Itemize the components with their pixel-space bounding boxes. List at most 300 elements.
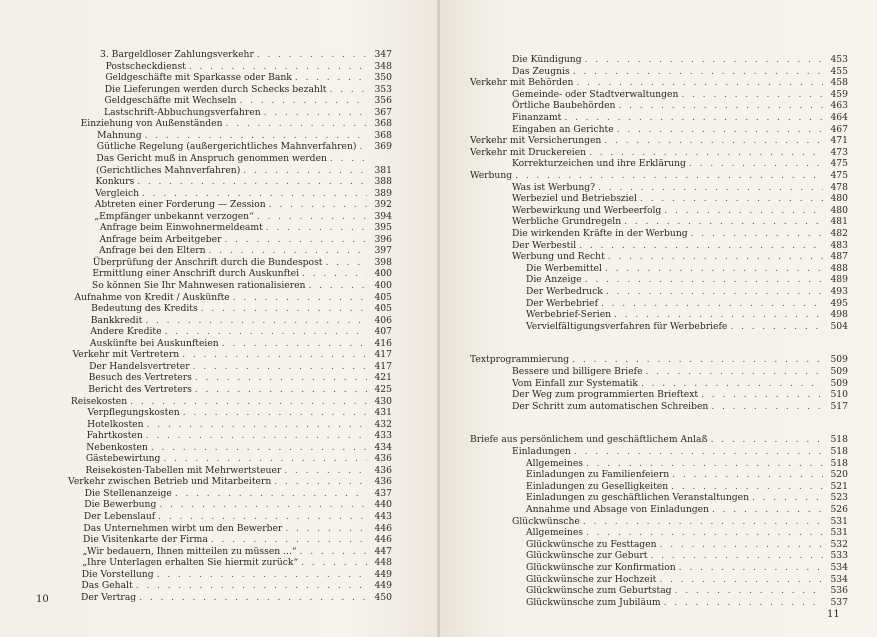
toc-entry-page: 353 <box>374 83 392 95</box>
toc-entry-page: 475 <box>830 170 848 181</box>
dot-leader <box>300 546 367 558</box>
toc-entry-page: 531 <box>830 515 848 527</box>
dot-leader <box>284 465 367 477</box>
dot-leader <box>257 211 367 223</box>
toc-entry-title: Der Handelsvertreter <box>89 360 190 372</box>
toc-entry-page: 482 <box>830 228 848 239</box>
toc-entry <box>526 458 848 470</box>
dot-leader <box>163 453 367 465</box>
toc-entry-title: Die Lieferungen werden durch Schecks bezahlt <box>104 83 327 95</box>
toc-entry <box>92 268 392 280</box>
dot-leader <box>598 182 823 194</box>
toc-entry <box>90 338 392 350</box>
dot-leader <box>142 188 367 200</box>
toc-entry-title: Nebenkosten <box>86 441 148 453</box>
toc-entry <box>88 384 392 396</box>
toc-entry-page: 392 <box>374 199 392 211</box>
toc-entry <box>526 274 848 286</box>
toc-entry <box>99 245 392 257</box>
toc-entry-title: Verkehr mit Vertretern <box>72 349 180 361</box>
dot-leader <box>664 597 823 609</box>
toc-entry-page: 367 <box>374 106 392 118</box>
dot-leader <box>711 401 823 413</box>
toc-entry-title: Die Stellenanzeige <box>84 487 172 499</box>
toc-entry-page: 421 <box>374 372 392 384</box>
toc-entry-page: 356 <box>374 95 392 107</box>
toc-entry <box>81 118 392 130</box>
toc-entry-title: Eingaben an Gerichte <box>512 123 614 135</box>
dot-leader <box>672 469 823 481</box>
dot-leader <box>752 492 823 504</box>
toc-entry-page: 478 <box>830 181 848 193</box>
toc-entry-title: Der Vertrag <box>81 591 137 603</box>
toc-entry-title: Abtreten einer Forderung — Zession <box>94 199 266 211</box>
toc-entry-title: Das Gehalt <box>81 580 133 592</box>
toc-entry-title: Werbliche Grundregeln <box>512 216 622 228</box>
toc-entry <box>75 292 392 304</box>
dot-leader <box>269 199 367 211</box>
toc-entry-title: „Ihre Unterlagen erhalten Sie hiermit zurück“ <box>82 557 299 569</box>
toc-entry <box>526 286 848 298</box>
toc-entry-page: 495 <box>830 297 848 309</box>
toc-entry <box>512 124 848 136</box>
toc-entry-title: So können Sie Ihr Mahnwesen rationalisieren <box>91 280 306 291</box>
toc-entry <box>81 580 392 592</box>
toc-entry <box>470 434 848 446</box>
toc-entry <box>92 280 392 292</box>
toc-entry-page: 397 <box>374 245 392 257</box>
right-page <box>440 0 877 637</box>
toc-entry-page: 417 <box>374 349 392 361</box>
toc-entry-page: 446 <box>374 522 392 534</box>
dot-leader <box>640 193 823 205</box>
dot-leader <box>573 66 823 78</box>
toc-entry-title: Glückwünsche zur Hochzeit <box>526 573 657 585</box>
toc-entry-page: 523 <box>830 492 848 504</box>
toc-entry <box>90 326 392 338</box>
toc-entry-page: 509 <box>830 354 848 366</box>
toc-entry-page: 531 <box>830 527 848 539</box>
toc-entry-page: 447 <box>374 545 392 557</box>
toc-entry-title: Korrekturzeichen und ihre Erklärung <box>512 158 686 170</box>
dot-leader <box>330 84 367 96</box>
toc-entry-title: Die Visitenkarte der Firma <box>83 534 208 546</box>
toc-entry <box>84 499 392 511</box>
toc-entry-title: Einladungen zu geschäftlichen Veranstaltungen <box>526 492 750 504</box>
toc-entry-title: Andere Kredite <box>90 326 162 338</box>
dot-leader <box>608 251 823 263</box>
toc-entry-page: 369 <box>374 141 392 153</box>
toc-entry-page: 537 <box>830 596 848 608</box>
dot-leader <box>147 419 367 431</box>
toc-entry <box>512 228 848 240</box>
toc-entry <box>105 72 392 84</box>
toc-entry <box>96 176 392 188</box>
dot-leader <box>614 309 823 321</box>
toc-entry-title: Auskünfte bei Auskunfteien <box>89 337 219 349</box>
toc-entry-title: Verpflegungskosten <box>87 407 180 419</box>
toc-entry-page: 518 <box>830 446 848 457</box>
toc-entry-title: Einladungen zu Familienfeiern <box>526 469 670 481</box>
toc-entry-title: Bankkredit <box>90 314 143 326</box>
toc-entry <box>526 562 848 574</box>
dot-leader <box>606 286 823 298</box>
toc-entry-title: Einziehung von Außenständen <box>80 118 223 130</box>
toc-entry <box>85 465 392 477</box>
toc-entry <box>526 481 848 493</box>
toc-entry <box>85 488 392 500</box>
toc-entry-page: 518 <box>830 457 848 469</box>
dot-leader <box>585 274 823 286</box>
toc-entry-title: Vergleich <box>95 187 140 199</box>
toc-entry <box>87 407 392 419</box>
dot-leader <box>226 118 367 130</box>
toc-entry <box>96 153 392 165</box>
toc-entry-page: 405 <box>374 291 392 303</box>
toc-entry-title: Einladungen zu Geselligkeiten <box>526 480 669 492</box>
dot-leader <box>701 389 823 401</box>
toc-entry <box>512 366 848 378</box>
toc-entry-title: Werbebrief-Serien <box>526 309 612 321</box>
toc-entry-title: Bedeutung des Kredits <box>91 303 198 315</box>
toc-entry-title: Gütliche Regelung (außergerichtliches Mahnverfahren) <box>96 141 357 153</box>
toc-entry <box>512 100 848 112</box>
toc-entry <box>526 504 848 516</box>
toc-entry-page: 509 <box>830 366 848 377</box>
dot-leader <box>157 569 367 581</box>
toc-entry-page: 381 <box>374 164 392 176</box>
toc-entry-page: 504 <box>830 320 848 332</box>
toc-entry-page: 489 <box>830 274 848 286</box>
toc-entry-title: Das Gericht muß in Anspruch genommen werden <box>96 152 327 164</box>
toc-entry-page: 398 <box>374 256 392 268</box>
toc-entry-page: 536 <box>830 585 848 597</box>
dot-leader <box>671 481 823 493</box>
dot-leader <box>195 372 367 384</box>
toc-entry-page: 509 <box>830 377 848 389</box>
dot-leader <box>617 124 823 136</box>
toc-entry <box>512 182 848 194</box>
toc-entry-title: Lastschrift-Abbuchungsverfahren <box>103 106 261 118</box>
toc-entry-page: 510 <box>830 389 848 401</box>
dot-leader <box>211 534 367 546</box>
toc-entry <box>95 199 392 211</box>
toc-entry-title: Glückwünsche zur Geburt <box>526 550 648 562</box>
toc-entry <box>71 396 392 408</box>
toc-entry-page: 480 <box>830 193 848 205</box>
toc-entry-title: Das Unternehmen wirbt um den Bewerber <box>83 522 283 534</box>
toc-entry <box>84 511 392 523</box>
dot-leader <box>579 240 823 252</box>
toc-entry-title: Einladungen <box>512 446 571 457</box>
dot-leader <box>145 130 367 142</box>
toc-entry <box>526 321 848 333</box>
dot-leader <box>659 574 823 586</box>
toc-entry <box>83 546 392 558</box>
toc-entry <box>526 298 848 310</box>
dot-leader <box>641 378 823 390</box>
toc-entry-page: 518 <box>830 434 848 446</box>
toc-entry <box>105 84 392 96</box>
toc-entry <box>512 112 848 124</box>
toc-entry-title: Werbung <box>470 170 513 181</box>
toc-entry-page: 471 <box>830 135 848 147</box>
dot-leader <box>646 366 823 378</box>
toc-entry-title: Die Kündigung <box>512 54 582 65</box>
toc-entry-title: Vom Einfall zur Systematik <box>512 377 638 389</box>
toc-entry-title: Örtliche Baubehörden <box>512 100 616 112</box>
toc-entry-page: 368 <box>374 129 392 141</box>
dot-leader <box>189 61 367 73</box>
dot-leader <box>589 147 823 159</box>
dot-leader <box>572 354 823 366</box>
toc-entry-title: Briefe aus persönlichem und geschäftlichem Anlaß <box>470 434 708 446</box>
dot-leader <box>604 135 823 147</box>
toc-entry-page: 473 <box>830 146 848 158</box>
dot-leader <box>139 592 367 604</box>
toc-entry-page: 481 <box>830 216 848 228</box>
toc-entry-title: Textprogrammierung <box>470 354 570 366</box>
toc-entry <box>470 354 848 366</box>
toc-entry <box>82 569 392 581</box>
toc-entry-page: 458 <box>830 77 848 89</box>
dot-leader <box>711 434 823 446</box>
toc-entry-page: 534 <box>830 562 848 573</box>
toc-entry-page: 430 <box>374 395 392 407</box>
dot-leader <box>130 396 367 408</box>
dot-leader <box>660 539 823 551</box>
toc-entry <box>106 61 392 73</box>
toc-entry <box>512 240 848 252</box>
dot-leader <box>222 338 367 350</box>
toc-entry-page: 455 <box>830 65 848 77</box>
toc-entry <box>89 372 392 384</box>
dot-leader <box>158 511 367 523</box>
toc-entry <box>97 130 392 142</box>
toc-entry-page: 400 <box>374 280 392 291</box>
toc-entry-title: Anfrage bei den Eltern <box>99 245 206 257</box>
dot-leader <box>624 216 823 228</box>
toc-entry-title: Überprüfung der Anschrift durch die Bundespost <box>92 256 323 268</box>
toc-entry <box>526 585 848 597</box>
toc-entry <box>93 257 392 269</box>
toc-entry-page: 440 <box>374 499 392 511</box>
toc-entry <box>512 378 848 390</box>
toc-entry-page: 488 <box>830 262 848 274</box>
toc-entry-page: 450 <box>374 591 392 603</box>
dot-leader <box>712 504 823 516</box>
toc-entry-title: Verkehr zwischen Betrieb und Mitarbeitern <box>68 476 272 488</box>
dot-leader <box>182 349 367 361</box>
dot-leader <box>295 72 367 84</box>
dot-leader <box>564 112 823 124</box>
toc-entry <box>526 597 848 609</box>
toc-entry <box>512 401 848 413</box>
toc-entry <box>512 89 848 101</box>
toc-entry-page: 368 <box>374 118 392 130</box>
toc-entry <box>87 419 392 431</box>
toc-entry-title: Vervielfältigungsverfahren für Werbebriefe <box>526 320 728 332</box>
toc-entry-page: 406 <box>374 314 392 326</box>
toc-entry <box>100 222 392 234</box>
toc-entry-title: Anfrage beim Arbeitgeber <box>99 233 222 245</box>
dot-leader <box>583 516 823 528</box>
toc-entry-title: Die wirkenden Kräfte in der Werbung <box>512 228 688 239</box>
toc-entry-title: Ermittlung einer Anschrift durch Auskunftei <box>92 268 300 280</box>
toc-entry-title: Allgemeines <box>526 527 583 539</box>
toc-entry-page: 467 <box>830 123 848 135</box>
dot-leader <box>515 170 823 182</box>
dot-leader <box>675 585 823 597</box>
toc-entry-title: Der Lebenslauf <box>83 511 156 522</box>
toc-entry <box>96 165 392 177</box>
toc-entry-page: 388 <box>374 176 392 188</box>
toc-entry-title: Fahrtkosten <box>86 430 143 442</box>
toc-entry-page: 532 <box>830 538 848 550</box>
dot-leader <box>183 407 367 419</box>
dot-leader <box>274 476 367 488</box>
toc-entry-title: Verkehr mit Druckereien <box>470 146 587 158</box>
toc-entry <box>100 49 392 61</box>
toc-entry <box>72 349 392 361</box>
toc-entry-page: 432 <box>374 418 392 430</box>
toc-entry-page: 534 <box>830 573 848 585</box>
toc-entry <box>526 492 848 504</box>
toc-entry-page: 350 <box>374 72 392 84</box>
toc-entry-page: 433 <box>374 430 392 442</box>
toc-entry <box>91 303 392 315</box>
toc-entry <box>526 539 848 551</box>
toc-entry-title: Werbewirkung und Werbeerfolg <box>512 204 662 216</box>
dot-leader <box>330 153 367 165</box>
toc-entry-page: 453 <box>830 54 848 65</box>
toc-entry <box>526 527 848 539</box>
toc-entry-title: Verkehr mit Behörden <box>470 77 574 89</box>
toc-entry-page: 533 <box>830 550 848 562</box>
toc-entry-title: Geldgeschäfte mit Sparkasse oder Bank <box>105 72 292 84</box>
toc-entry <box>526 469 848 481</box>
toc-entry-title: 3. Bargeldloser Zahlungsverkehr <box>100 49 254 60</box>
toc-entry-page: 449 <box>374 568 392 580</box>
toc-entry-page: 436 <box>374 464 392 476</box>
toc-entry-page: 436 <box>374 476 392 488</box>
dot-leader <box>225 234 367 246</box>
dot-leader <box>576 77 823 89</box>
toc-entry-page: 449 <box>374 580 392 592</box>
toc-entry-title: Aufnahme von Kredit / Auskünfte <box>74 291 230 303</box>
dot-leader <box>586 527 823 539</box>
toc-entry-page: 417 <box>374 360 392 372</box>
toc-entry-title: (Gerichtliches Mahnverfahren) <box>95 164 241 176</box>
toc-entry <box>512 389 848 401</box>
toc-entry-title: Der Schritt zum automatischen Schreiben <box>512 400 709 412</box>
toc-entry <box>104 95 392 107</box>
dot-leader <box>650 550 823 562</box>
toc-entry <box>87 430 392 442</box>
dot-leader <box>585 54 823 66</box>
toc-entry-page: 348 <box>374 60 392 72</box>
dot-leader <box>243 165 367 177</box>
dot-leader <box>257 49 367 61</box>
toc-entry-title: Reisekosten-Tabellen mit Mehrwertsteuer <box>85 464 282 476</box>
toc-entry <box>512 66 848 78</box>
dot-leader <box>136 580 367 592</box>
toc-entry-title: Der Werbedruck <box>526 286 603 297</box>
dot-leader <box>266 222 367 234</box>
dot-leader <box>679 562 823 574</box>
toc-entry <box>83 523 392 535</box>
dot-leader <box>151 442 367 454</box>
dot-leader <box>326 257 367 269</box>
toc-entry <box>470 147 848 159</box>
toc-entry-page: 475 <box>830 158 848 170</box>
toc-entry-page: 448 <box>374 557 392 569</box>
toc-entry-title: Finanzamt <box>512 112 562 123</box>
toc-entry-title: Das Zeugnis <box>512 65 570 77</box>
toc-entry-title: Die Bewerbung <box>84 499 157 511</box>
dot-leader <box>137 176 367 188</box>
toc-entry-page: 400 <box>374 268 392 280</box>
dot-leader <box>691 228 823 240</box>
toc-entry-page: 443 <box>374 511 392 522</box>
dot-leader <box>201 303 367 315</box>
dot-leader <box>285 523 367 535</box>
toc-entry-title: Mahnung <box>97 129 142 141</box>
dot-leader <box>209 245 367 257</box>
dot-leader <box>195 384 367 396</box>
toc-entry <box>512 205 848 217</box>
toc-entry <box>89 361 392 373</box>
toc-entry <box>526 263 848 275</box>
dot-leader <box>264 107 367 119</box>
toc-entry-page: 487 <box>830 251 848 263</box>
toc-entry-title: Was ist Werbung? <box>512 181 596 193</box>
toc-entry-title: Glückwünsche <box>512 515 580 527</box>
toc-entry-title: Anfrage beim Einwohnermeldeamt <box>99 222 263 234</box>
toc-entry-page: 425 <box>374 383 392 395</box>
toc-entry-page: 483 <box>830 239 848 251</box>
toc-entry-title: Der Weg zum programmierten Brieftext <box>512 389 699 401</box>
toc-entry-title: Hotelkosten <box>87 418 144 430</box>
dot-leader <box>574 446 823 458</box>
toc-entry-page: 493 <box>830 286 848 297</box>
dot-leader <box>165 326 367 338</box>
toc-entry-title: Die Werbemittel <box>526 262 602 274</box>
toc-entry <box>526 550 848 562</box>
toc-entry-title: Gästebewirtung <box>85 453 161 465</box>
toc-entry <box>470 170 848 182</box>
toc-entry-page: 434 <box>374 441 392 453</box>
dot-leader <box>146 430 367 442</box>
dot-leader <box>586 458 823 470</box>
toc-entry-page: 347 <box>374 49 392 60</box>
toc-entry-title: „Wir bedauern, Ihnen mitteilen zu müssen ...“ <box>82 545 297 557</box>
dot-leader <box>145 315 367 327</box>
toc-entry-page: 407 <box>374 326 392 338</box>
toc-entry-title: Besuch des Vertreters <box>88 372 192 384</box>
toc-entry-title: Reisekosten <box>70 395 128 407</box>
toc-entry <box>512 54 848 66</box>
toc-entry-page: 520 <box>830 469 848 481</box>
dot-leader <box>301 557 367 569</box>
toc-entry-page: 498 <box>830 309 848 321</box>
toc-right <box>440 0 877 637</box>
toc-entry-title: Konkurs <box>95 176 135 188</box>
toc-entry <box>68 476 392 488</box>
toc-entry-page: 464 <box>830 112 848 123</box>
dot-leader <box>689 158 823 170</box>
toc-entry-title: Glückwünsche zur Konfirmation <box>526 562 676 573</box>
